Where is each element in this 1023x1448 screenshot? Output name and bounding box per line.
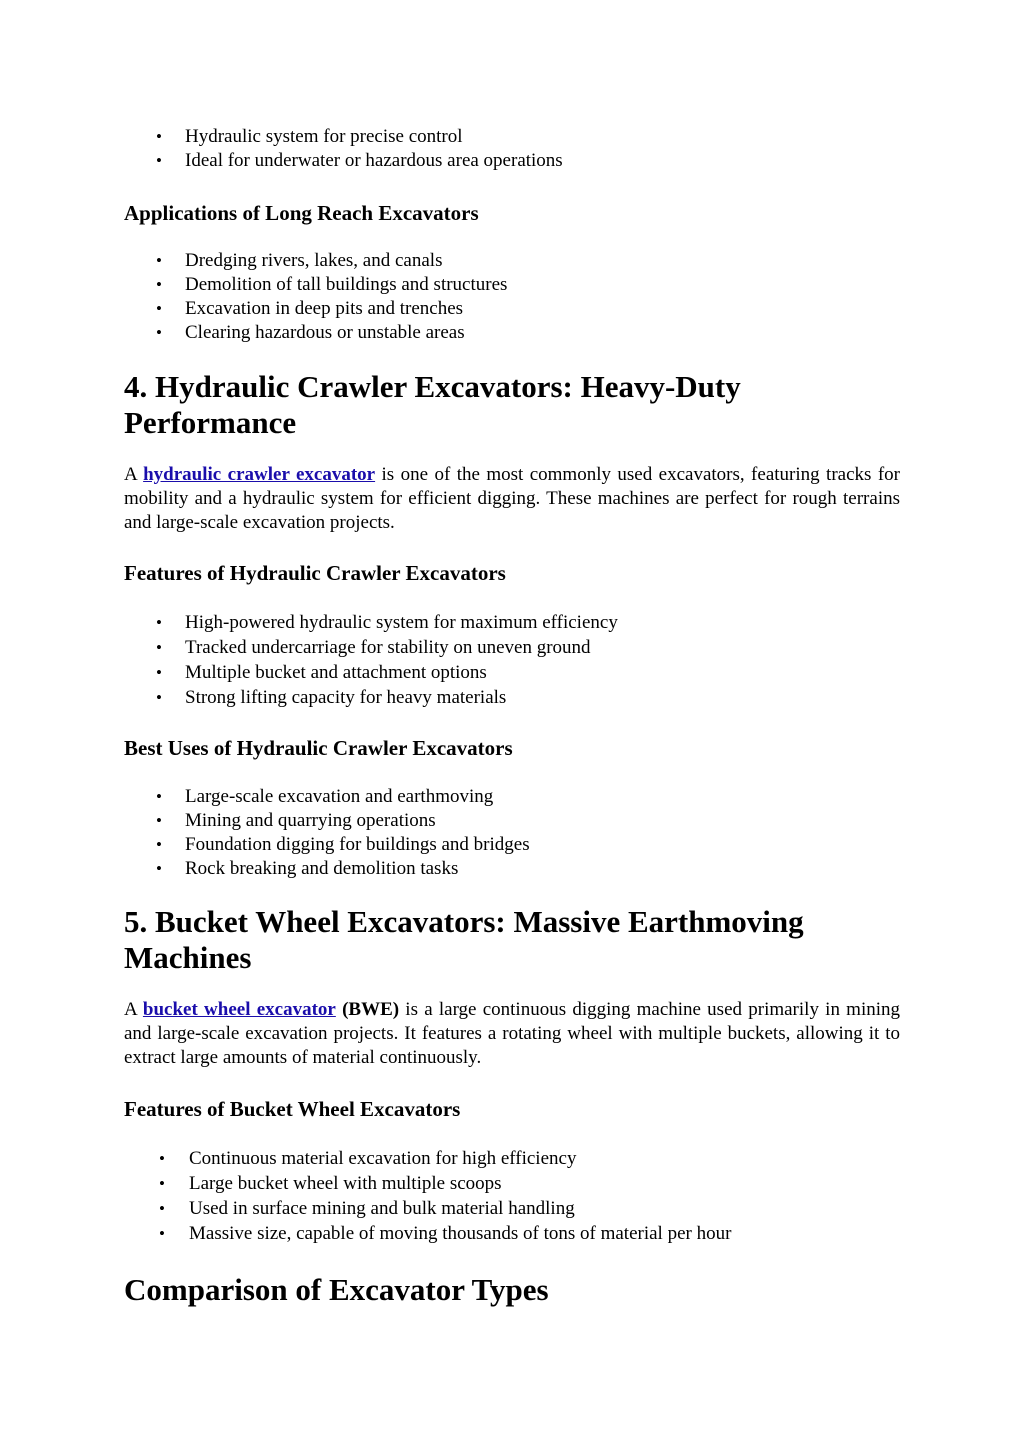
section-4-intro — [124, 463, 900, 535]
list-item: • Demolition of tall buildings and structures — [124, 273, 900, 297]
intro-text: is a large continuous digging machine used primarily in mining and large-scale excavation projects. It features a rotating wheel with multiple buckets, allowing it to extract large amounts of material continuously. — [124, 999, 901, 1068]
hydraulic-crawler-excavator-link[interactable]: hydraulic crawler excavator — [143, 464, 376, 485]
list-item: • Used in surface mining and bulk material handling — [124, 1196, 900, 1221]
long-reach-applications-heading: Applications of Long Reach Excavators — [124, 201, 479, 225]
list-item: • Ideal for underwater or hazardous area operations — [124, 149, 900, 173]
list-item: • Strong lifting capacity for heavy materials — [124, 685, 900, 710]
list-item: • Continuous material excavation for high efficiency — [124, 1146, 900, 1171]
section-5-features-heading: Features of Bucket Wheel Excavators — [124, 1097, 461, 1121]
section-4-title: 4. Hydraulic Crawler Excavators: Heavy-Duty Performance — [124, 369, 741, 440]
list-item: • Excavation in deep pits and trenches — [124, 297, 900, 321]
section-4-features-list — [124, 610, 900, 710]
section-5-title: 5. Bucket Wheel Excavators: Massive Earthmoving Machines — [124, 904, 804, 975]
list-item: • Massive size, capable of moving thousands of tons of material per hour — [124, 1221, 900, 1246]
list-item: • Clearing hazardous or unstable areas — [124, 321, 900, 345]
section-4-uses-heading: Best Uses of Hydraulic Crawler Excavators — [124, 736, 513, 760]
list-item: • Dredging rivers, lakes, and canals — [124, 249, 900, 273]
long-reach-applications-list — [124, 249, 900, 345]
top-bullet-list — [124, 125, 900, 173]
section-5-features-list — [124, 1146, 900, 1246]
intro-article: A — [124, 464, 137, 485]
bwe-abbreviation: (BWE) — [342, 999, 400, 1020]
list-item: • Multiple bucket and attachment options — [124, 660, 900, 685]
bucket-wheel-excavator-link[interactable]: bucket wheel excavator — [142, 999, 336, 1020]
intro-article: A — [124, 999, 137, 1020]
section-5-intro — [124, 998, 900, 1070]
list-item: • Foundation digging for buildings and bridges — [124, 833, 900, 857]
list-item: • High-powered hydraulic system for maximum efficiency — [124, 610, 900, 635]
intro-text: is one of the most commonly used excavators, featuring tracks for mobility and a hydraulic system for efficient digging. These machines are perfect for rough terrains and large-scale excavation projects. — [124, 464, 900, 533]
section-4-uses-list — [124, 785, 900, 881]
list-item: • Hydraulic system for precise control — [124, 125, 900, 149]
list-item: • Mining and quarrying operations — [124, 809, 900, 833]
list-item: • Rock breaking and demolition tasks — [124, 857, 900, 881]
comparison-title: Comparison of Excavator Types — [124, 1272, 549, 1307]
list-item: • Large-scale excavation and earthmoving — [124, 785, 900, 809]
list-item: • Large bucket wheel with multiple scoops — [124, 1171, 900, 1196]
section-4-features-heading: Features of Hydraulic Crawler Excavators — [124, 561, 506, 585]
list-item: • Tracked undercarriage for stability on uneven ground — [124, 635, 900, 660]
